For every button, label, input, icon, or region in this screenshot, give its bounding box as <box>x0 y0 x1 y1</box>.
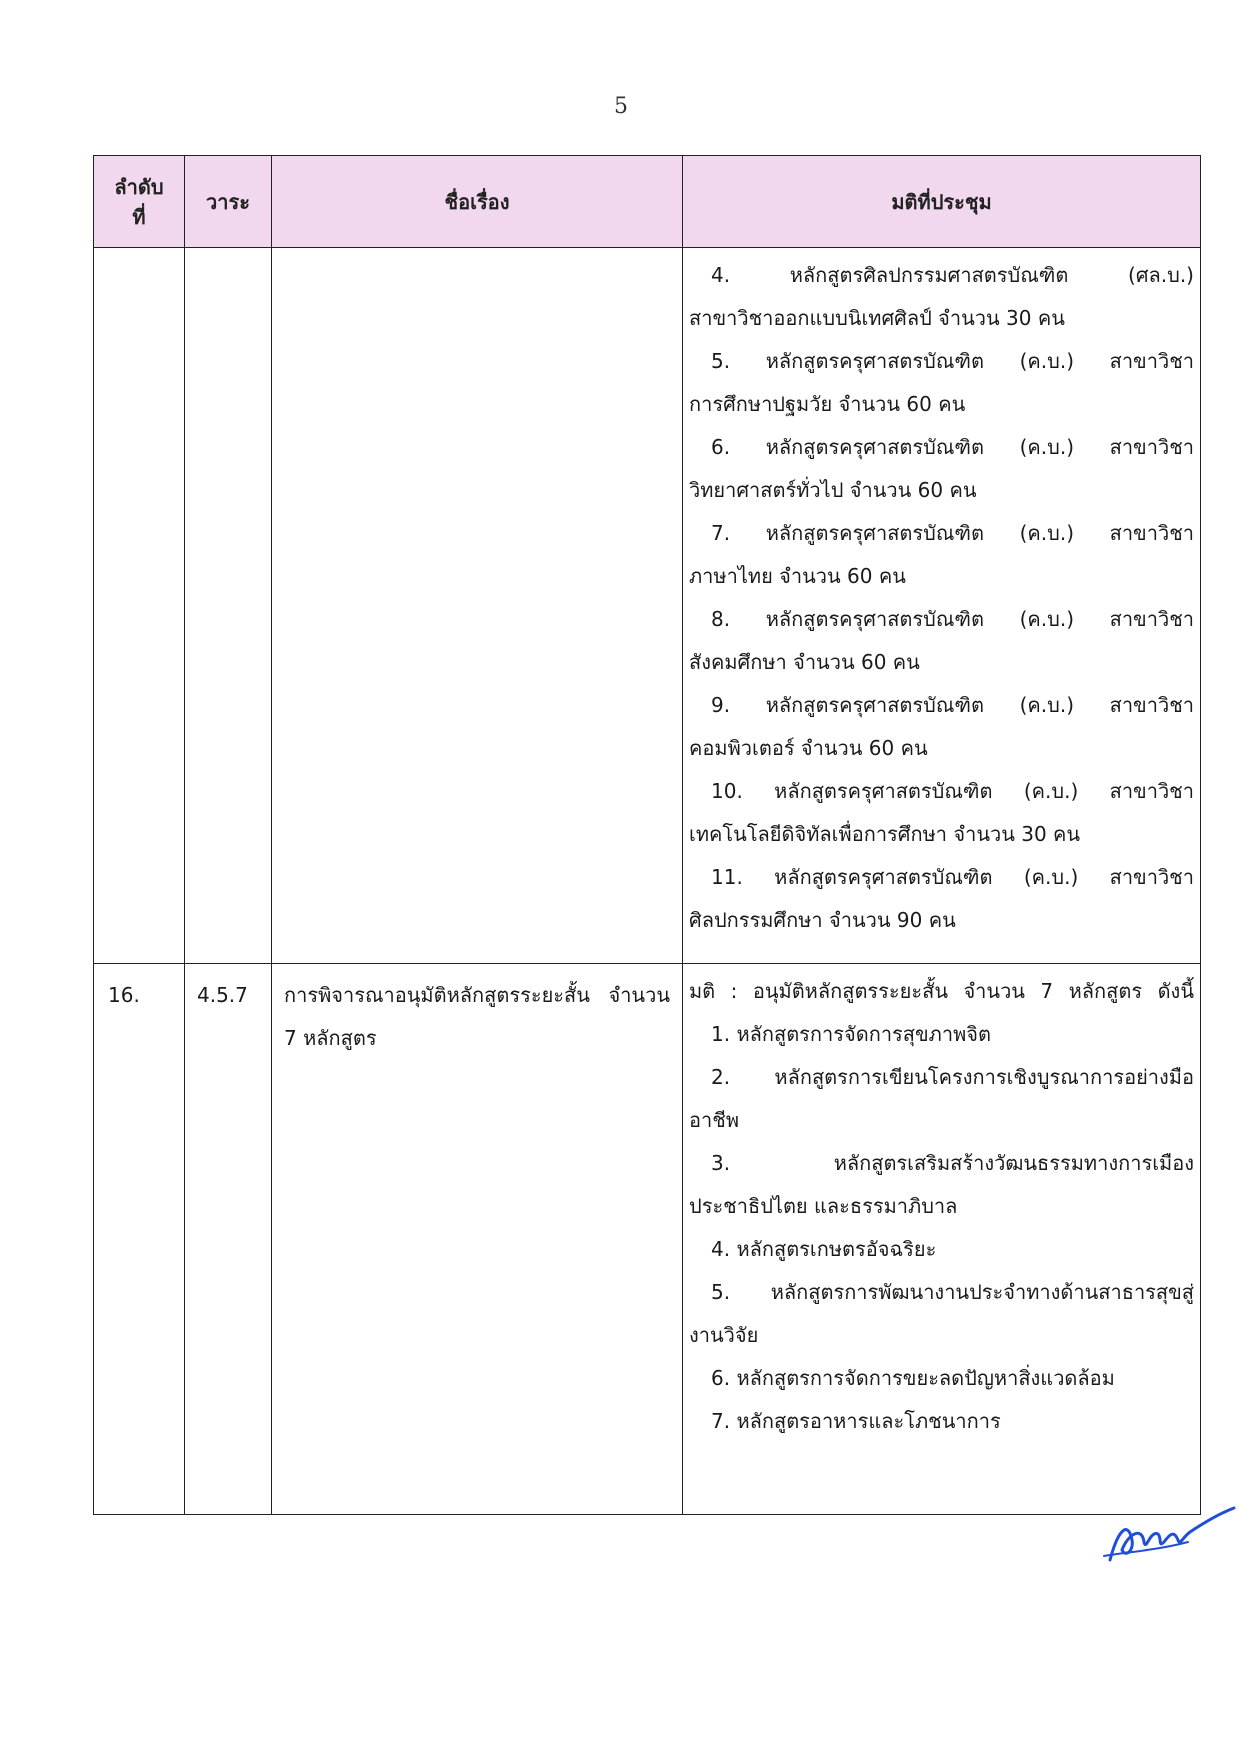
list-item <box>689 340 1194 426</box>
list-item-line1: 5. หลักสูตรการพัฒนางานประจำทางด้านสาธารสุขสู่ <box>711 1280 1194 1304</box>
list-item-line2: เทคโนโลยีดิจิทัลเพื่อการศึกษา จำนวน 30 คน <box>689 822 1081 846</box>
row2-resolution <box>683 964 1200 1443</box>
signature <box>1098 1490 1238 1570</box>
list-item <box>689 1056 1194 1142</box>
list-item <box>689 1357 1194 1400</box>
list-item-line1: 4. หลักสูตรศิลปกรรมศาสตรบัณฑิต (ศล.บ.) <box>711 263 1194 287</box>
row2-resolution-list <box>689 1013 1194 1443</box>
list-item <box>689 770 1194 856</box>
row2-subject-line1: การพิจารณาอนุมัติหลักสูตรระยะสั้น จำนวน <box>284 983 670 1007</box>
list-item-line2: ศิลปกรรมศึกษา จำนวน 90 คน <box>689 908 956 932</box>
header-agenda: วาระ <box>185 156 272 248</box>
list-item-line1: 10. หลักสูตรครุศาสตรบัณฑิต (ค.บ.) สาขาวิชา <box>711 779 1194 803</box>
row2-no-cell <box>94 964 185 1515</box>
header-resolution: มติที่ประชุม <box>683 156 1201 248</box>
row1-subject-cell <box>272 248 683 964</box>
row2-subject <box>272 964 682 1070</box>
list-item <box>689 1228 1194 1271</box>
list-item-line2: การศึกษาปฐมวัย จำนวน 60 คน <box>689 392 966 416</box>
list-item-line2: ประชาธิปไตย และธรรมาภิบาล <box>689 1194 958 1218</box>
row2-subject-line2: 7 หลักสูตร <box>284 1026 377 1050</box>
header-no <box>94 156 185 248</box>
list-item <box>689 1013 1194 1056</box>
list-item-line1: 1. หลักสูตรการจัดการสุขภาพจิต <box>711 1022 991 1046</box>
row2-agenda-cell <box>185 964 272 1515</box>
row2-no: 16. <box>108 983 140 1007</box>
list-item-line2: คอมพิวเตอร์ จำนวน 60 คน <box>689 736 928 760</box>
row1-resolution-cell <box>683 248 1201 964</box>
table-row <box>94 248 1201 964</box>
row2-agenda: 4.5.7 <box>197 983 248 1007</box>
header-no-line2: ที่ <box>132 204 146 229</box>
list-item-line2: วิทยาศาสตร์ทั่วไป จำนวน 60 คน <box>689 478 977 502</box>
list-item-line1: 11. หลักสูตรครุศาสตรบัณฑิต (ค.บ.) สาขาวิชา <box>711 865 1194 889</box>
list-item-line1: 3. หลักสูตรเสริมสร้างวัฒนธรรมทางการเมือง <box>711 1151 1194 1175</box>
list-item-line1: 6. หลักสูตรการจัดการขยะลดปัญหาสิ่งแวดล้อม <box>711 1366 1115 1390</box>
list-item-line2: อาชีพ <box>689 1108 739 1132</box>
list-item <box>689 512 1194 598</box>
row2-resolution-heading: มติ : อนุมัติหลักสูตรระยะสั้น จำนวน 7 หลักสูตร ดังนี้ <box>689 979 1194 1003</box>
minutes-table <box>93 155 1201 1515</box>
list-item-line1: 8. หลักสูตรครุศาสตรบัณฑิต (ค.บ.) สาขาวิชา <box>711 607 1194 631</box>
list-item <box>689 856 1194 942</box>
list-item-line2: สาขาวิชาออกแบบนิเทศศิลป์ จำนวน 30 คน <box>689 306 1065 330</box>
list-item-line1: 5. หลักสูตรครุศาสตรบัณฑิต (ค.บ.) สาขาวิชา <box>711 349 1194 373</box>
list-item <box>689 1271 1194 1357</box>
list-item-line2: ภาษาไทย จำนวน 60 คน <box>689 564 906 588</box>
header-no-line1: ลำดับ <box>114 174 164 199</box>
list-item-line2: งานวิจัย <box>689 1323 759 1347</box>
row1-resolution-list <box>683 248 1200 942</box>
row1-agenda-cell <box>185 248 272 964</box>
row2-resolution-cell <box>683 964 1201 1515</box>
list-item <box>689 684 1194 770</box>
list-item <box>689 598 1194 684</box>
list-item-line2: สังคมศึกษา จำนวน 60 คน <box>689 650 920 674</box>
list-item <box>689 254 1194 340</box>
list-item-line1: 9. หลักสูตรครุศาสตรบัณฑิต (ค.บ.) สาขาวิชา <box>711 693 1194 717</box>
row2-subject-cell <box>272 964 683 1515</box>
list-item-line1: 6. หลักสูตรครุศาสตรบัณฑิต (ค.บ.) สาขาวิชา <box>711 435 1194 459</box>
list-item-line1: 4. หลักสูตรเกษตรอัจฉริยะ <box>711 1237 937 1261</box>
list-item <box>689 1400 1194 1443</box>
list-item-line1: 7. หลักสูตรอาหารและโภชนาการ <box>711 1409 1001 1433</box>
list-item-line1: 2. หลักสูตรการเขียนโครงการเชิงบูรณาการอย่างมือ <box>711 1065 1194 1089</box>
list-item <box>689 426 1194 512</box>
table-row <box>94 964 1201 1515</box>
list-item-line1: 7. หลักสูตรครุศาสตรบัณฑิต (ค.บ.) สาขาวิชา <box>711 521 1194 545</box>
header-subject: ชื่อเรื่อง <box>272 156 683 248</box>
row1-no-cell <box>94 248 185 964</box>
page-number: 5 <box>614 94 628 119</box>
table-header-row <box>94 156 1201 248</box>
list-item <box>689 1142 1194 1228</box>
